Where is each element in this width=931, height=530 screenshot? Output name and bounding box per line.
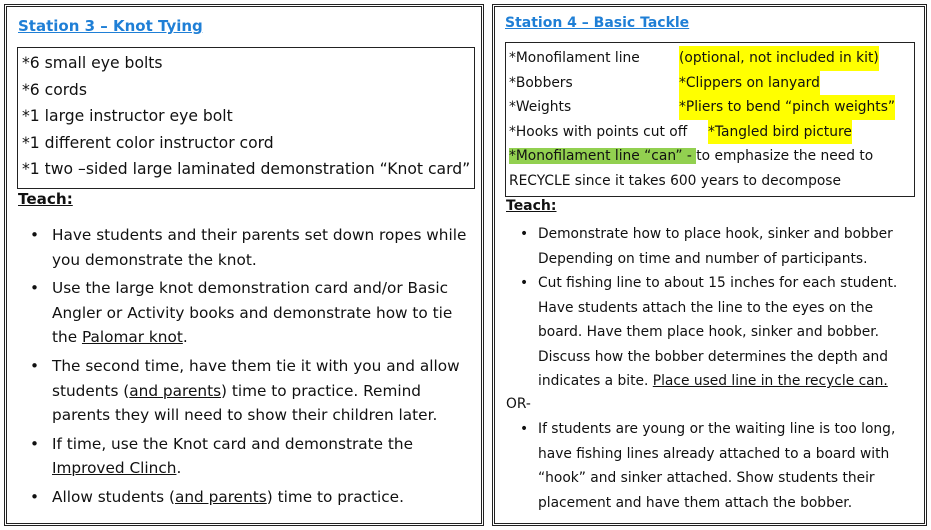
bullet-text: Allow students ( [52,487,175,506]
bullet-glyph: • [520,275,529,291]
improved-clinch-term: Improved Clinch [52,459,177,478]
and-parents-term: and parents [129,381,222,400]
kit-row [509,95,914,120]
or-separator: OR- [506,396,531,412]
teach-bullet [30,223,475,272]
kit-row [509,120,914,145]
palomar-knot-term: Palomar knot [81,328,183,347]
bullet-text: ) time to practice. [266,487,404,506]
station-3-title: Station 3 – Knot Tying [18,17,203,35]
kit-note-highlight: (optional, not included in kit) [679,46,879,71]
teach-bullet [520,271,918,394]
teach-bullet [30,276,475,350]
kit-item: *6 cords [22,80,87,99]
teach-bullet [520,222,918,271]
bullet-text: . [176,459,182,478]
kit-item-highlight: *Clippers on lanyard [679,71,820,96]
station-4-alt-list [520,417,918,515]
bullet-glyph: • [30,279,40,298]
kit-row-text [509,144,873,169]
bullet-text: Use the large knot demonstration card and/or Basic Angler or Activity books and demonstrate how to tie the [52,279,453,347]
kit-item: *Weights [509,99,572,115]
bullet-glyph: • [30,356,40,375]
station-3-teach-heading: Teach: [18,190,73,208]
kit-item: *1 different color instructor cord [22,133,274,152]
kit-item: *1 two –sided large laminated demonstration “Knot card” [22,160,471,178]
bullet-glyph: • [30,226,40,244]
station-3-teach-list [30,223,475,514]
teach-bullet [30,354,475,428]
kit-row [509,144,914,169]
and-parents-term: and parents [174,487,267,506]
monofilament-can-highlight: *Monofilament line “can” - [509,148,697,164]
teach-bullet [30,485,475,510]
kit-item: to emphasize the need to [696,148,874,164]
station-4-teach-list [520,222,918,394]
kit-item-highlight: *Pliers to bend “pinch weights” [679,95,895,120]
recycle-note: RECYCLE since it takes 600 years to decompose [509,172,841,189]
station-4-title: Station 4 – Basic Tackle [505,15,690,31]
kit-item: *6 small eye bolts [22,54,163,72]
bullet-text: The second time, have them tie it with you and allow students ( [52,356,460,400]
kit-row [509,46,914,71]
bullet-text: Demonstrate how to place hook, sinker and bobber Depending on time and number of participants. [538,226,893,267]
bullet-glyph: • [520,226,529,242]
teach-bullet [520,417,918,515]
bullet-text: Cut fishing line to about 15 inches for each student. Have students attach the line to the eyes on the board. Have them place hook, sinker and bobber. Discuss how the bobber determines the depth and indicates a bite. [538,275,898,389]
bullet-glyph: • [30,487,40,506]
recycle-instruction: Place used line in the recycle can. [652,373,888,389]
station-4-kit-list [505,42,915,197]
kit-item-highlight: *Tangled bird picture [708,120,852,145]
bullet-text: . [182,328,188,347]
bullet-text: Have students and their parents set down ropes while you demonstrate the knot. [52,226,467,269]
kit-item: *Monofilament line [509,50,640,66]
station-3-kit-list [17,47,475,189]
bullet-text: If time, use the Knot card and demonstrate the [52,434,413,453]
bullet-glyph: • [520,421,529,437]
station-4-teach-heading: Teach: [506,198,557,214]
bullet-glyph: • [30,434,40,453]
bullet-text: ) time to practice. Remind parents they will need to show their children later. [52,381,438,425]
teach-bullet [30,432,475,481]
kit-item: *Hooks with points cut off [509,123,688,140]
kit-row [509,71,914,96]
kit-item: *Bobbers [509,74,573,91]
station-4-card [492,4,927,526]
kit-item: *1 large instructor eye bolt [22,107,233,125]
kit-row [509,169,914,194]
station-3-card [4,4,484,526]
bullet-text: If students are young or the waiting line is too long, have fishing lines already attached to a board with “hook” and sinker attached. Show students their placement and have them attach the bobber. [538,421,896,511]
